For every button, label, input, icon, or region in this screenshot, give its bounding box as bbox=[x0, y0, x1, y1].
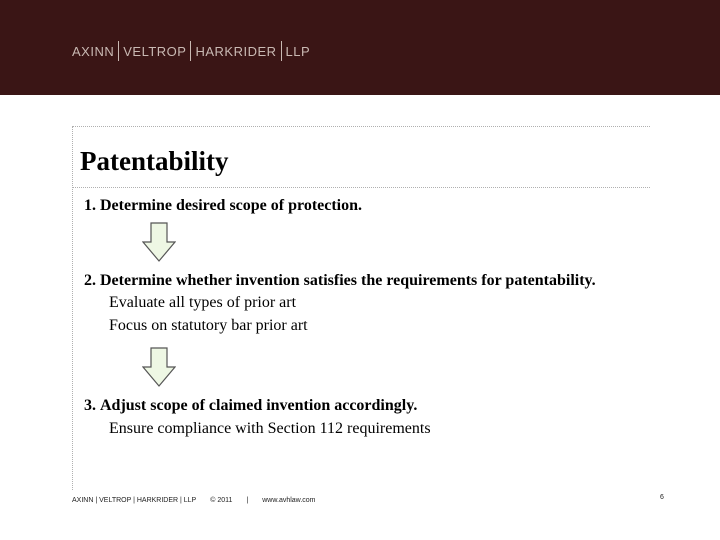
title-divider bbox=[72, 187, 650, 188]
step-2-number: 2. bbox=[84, 272, 96, 289]
footer-website[interactable]: www.avhlaw.com bbox=[262, 497, 316, 504]
slide-footer bbox=[72, 497, 316, 504]
footer-firm: AXINN | VELTROP | HARKRIDER | LLP bbox=[72, 497, 197, 504]
step-1-heading: Determine desired scope of protection. bbox=[100, 197, 363, 214]
step-3 bbox=[84, 397, 417, 415]
step-3-number: 3. bbox=[84, 397, 96, 414]
step-2 bbox=[84, 272, 596, 290]
step-2-heading: Determine whether invention satisfies the requirements for patentability. bbox=[100, 272, 596, 289]
page-number: 6 bbox=[660, 494, 664, 501]
step-2-subpoint: Evaluate all types of prior art bbox=[109, 294, 297, 311]
step-1 bbox=[84, 197, 362, 215]
logo-separator bbox=[118, 41, 119, 61]
step-1-number: 1. bbox=[84, 197, 96, 214]
logo-part-harkrider: HARKRIDER bbox=[195, 43, 277, 59]
footer-copyright: © 2011 bbox=[210, 497, 233, 504]
frame-top-border bbox=[72, 126, 650, 127]
step-2-subpoint: Focus on statutory bar prior art bbox=[109, 317, 308, 334]
down-arrow-icon bbox=[142, 222, 176, 262]
header-banner bbox=[0, 0, 720, 95]
logo-part-axinn: AXINN bbox=[72, 43, 115, 59]
logo-part-llp: LLP bbox=[285, 43, 311, 59]
footer-divider: | bbox=[246, 497, 249, 504]
logo-part-veltrop: VELTROP bbox=[123, 43, 187, 59]
step-3-subpoint: Ensure compliance with Section 112 requirements bbox=[109, 420, 431, 437]
down-arrow-icon bbox=[142, 347, 176, 387]
slide-title: Patentability bbox=[80, 146, 229, 176]
frame-left-border bbox=[72, 126, 73, 490]
logo-separator bbox=[281, 41, 282, 61]
firm-logo bbox=[72, 41, 310, 61]
step-3-heading: Adjust scope of claimed invention accordingly. bbox=[100, 397, 418, 414]
logo-separator bbox=[190, 41, 191, 61]
